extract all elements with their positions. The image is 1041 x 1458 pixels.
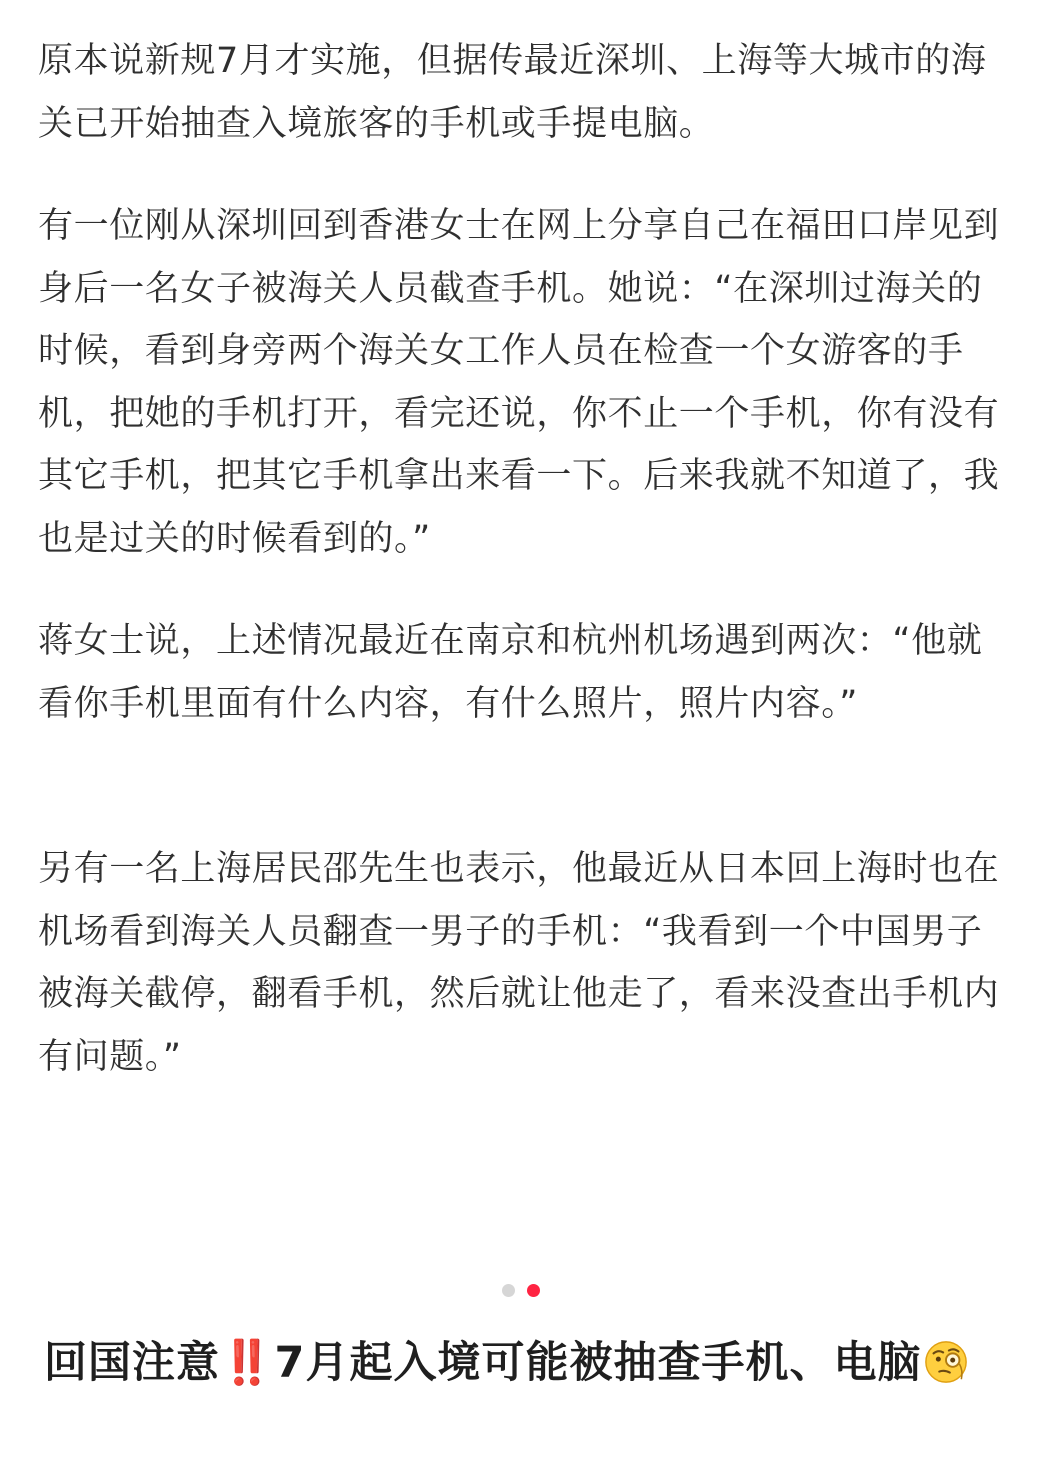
post-title-start: 回国注意 xyxy=(44,1338,220,1388)
article-paragraph-4: 另有一名上海居民邵先生也表示，他最近从日本回上海时也在机场看到海关人员翻查一男子的手机：“我看到一个中国男子被海关截停，翻看手机，然后就让他走了，看来没查出手机内有问题。” xyxy=(38,849,1000,1077)
article-paragraph-2: 有一位刚从深圳回到香港女士在网上分享自己在福田口岸见到身后一名女子被海关人员截查手机。她说：“在深圳过海关的时候，看到身旁两个海关女工作人员在检查一个女游客的手机，把她的手机打开，看完还说，你不止一个手机，你有没有其它手机，把其它手机拿出来看一下。后来我就不知道了，我也是过关的时候看到的。” xyxy=(38,206,1000,559)
article-paragraph-3: 蒋女士说，上述情况最近在南京和杭州机场遇到两次：“他就看你手机里面有什么内容，有什么照片，照片内容。” xyxy=(38,621,983,724)
post-title xyxy=(44,1330,1004,1396)
image-pager-dots xyxy=(0,1284,1041,1297)
article-paragraph-1: 原本说新规7月才实施，但据传最近深圳、上海等大城市的海关已开始抽查入境旅客的手机或手提电脑。 xyxy=(38,41,987,144)
double-exclamation-icon: ‼️ xyxy=(220,1338,275,1388)
face-with-monocle-icon xyxy=(923,1339,969,1385)
post-title-end: 7月起入境可能被抽查手机、电脑 xyxy=(274,1338,922,1388)
pager-dot-2-active[interactable] xyxy=(527,1284,540,1297)
pager-dot-1[interactable] xyxy=(502,1284,515,1297)
